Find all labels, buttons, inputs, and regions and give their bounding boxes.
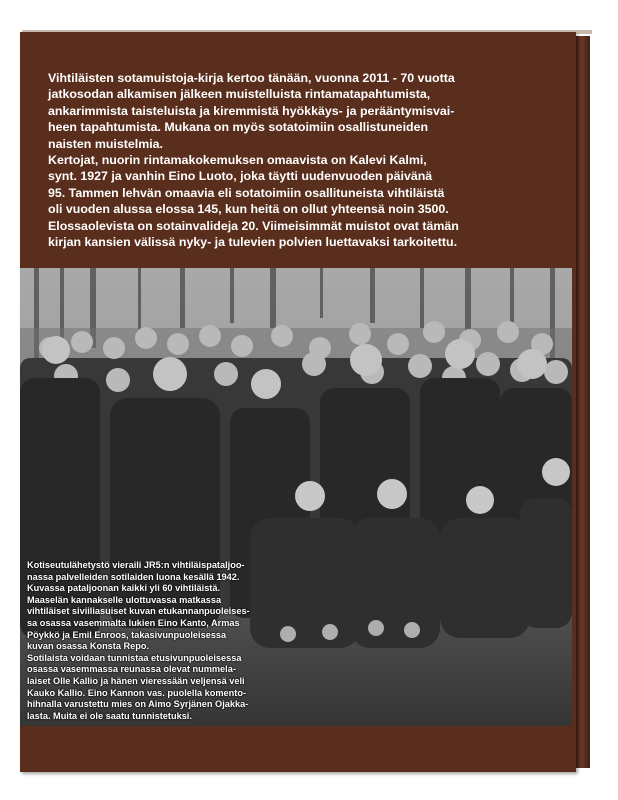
- caption-paragraph-1: Kotiseutulähetystö vieraili JR5:n vihtiläispataljoo- nassa palvelleiden sotilaiden luona kesällä 1942. Kuvassa pataljoonan kaikki yli 60 vihtiläistä. Maaselän kannakselle ulottuvassa matkassa vihtiläiset siviiliasuiset kuvan etukannanpuoleises- sa osassa vasemmalta lukien Eino Kanto, Armas Pöykkö ja Emil Enroos, takasivunpuoleisessa kuvan osassa Konsta Repo.: [27, 560, 250, 652]
- blurb-paragraph-2: Kertojat, nuorin rintamakokemuksen omaavista on Kalevi Kalmi, synt. 1927 ja vanhin Eino Luoto, joka täytti uudenvuoden päivänä 95. Tammen lehvän omaavia eli sotatoimiin osallituneista vihtiläistä oli vuoden alussa elossa 145, kun heitä on ollut yhteensä noin 3500. Elossaolevista on sotainvalideja 20. Viimeisimmät muistot ovat tämän kirjan kansien välissä nyky- ja tulevien polvien luettavaksi tarkoitettu.: [48, 153, 459, 250]
- photo-caption: [27, 560, 267, 722]
- cover-blurb: [48, 70, 548, 250]
- book-spine: [576, 36, 590, 768]
- caption-paragraph-2: Sotilaista voidaan tunnistaa etusivunpuoleisessa osassa vasemmassa reunassa olevat nummela- laiset Olle Kallio ja hänen vieressään veljensä veli Kauko Kallio. Eino Kannon vas. puolella komento- hihnalla varustettu mies on Aimo Syrjänen Ojakka- lasta. Muita ei ole saatu tunnistetuksi.: [27, 652, 249, 721]
- blurb-paragraph-1: Vihtiläisten sotamuistoja-kirja kertoo tänään, vuonna 2011 - 70 vuotta jatkosodan alkamisen jälkeen muistelluista rintamatapahtumista, ankarimmista taisteluista ja kiremmistä hyökkäys- ja perääntymisvai- heen tapahtumista. Mukana on myös sotatoimiin osallistuneiden naisten muistelmia.: [48, 71, 455, 151]
